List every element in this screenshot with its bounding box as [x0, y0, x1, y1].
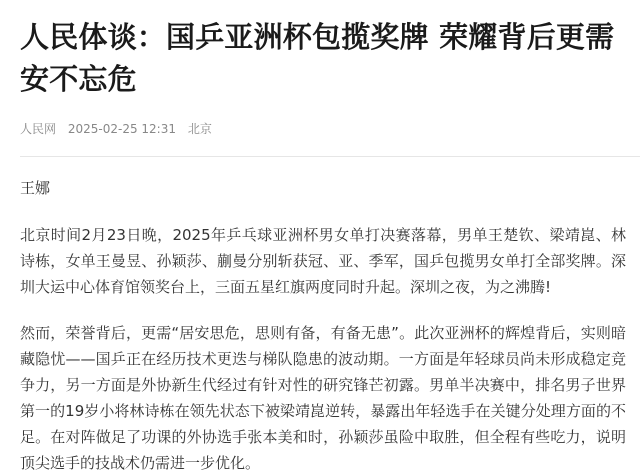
article-source[interactable]: 人民网 [20, 122, 57, 136]
article-meta [20, 121, 220, 137]
meta-divider [20, 156, 640, 157]
article-paragraph-1: 北京时间2月23日晚，2025年乒乓球亚洲杯男女单打决赛落幕，男单王楚钦、梁靖崑、林诗栋，女单王曼昱、孙颖莎、蒯曼分别斩获冠、亚、季军，国乒包揽男女单打全部奖牌。深圳大运中心体育馆领奖台上，三面五星红旗两度同时升起。深圳之夜，为之沸腾! [20, 226, 626, 296]
article-location: 北京 [187, 122, 212, 136]
article-title: 人民体谈：国乒亚洲杯包揽奖牌 荣耀背后更需安不忘危 [20, 20, 615, 96]
article-datetime: 2025-02-25 12:31 [67, 122, 176, 136]
article-author: 王娜 [20, 179, 51, 197]
article-paragraph-2: 然而，荣誉背后，更需“居安思危，思则有备，有备无患”。此次亚洲杯的辉煌背后，实则暗藏隐忧——国乒正在经历技术更迭与梯队隐患的波动期。一方面是年轻球员尚未形成稳定竞争力，另一方面是外协新生代经过有针对性的研究锋芒初露。男单半决赛中，排名男子世界第一的19岁小将林诗栋在领先状态下被梁靖崑逆转，暴露出年轻选手在关键分处理方面的不足。在对阵做足了功课的外协选手张本美和时，孙颖莎虽险中取胜，但全程有些吃力，说明顶尖选手的技战术仍需进一步优化。 [20, 324, 626, 472]
